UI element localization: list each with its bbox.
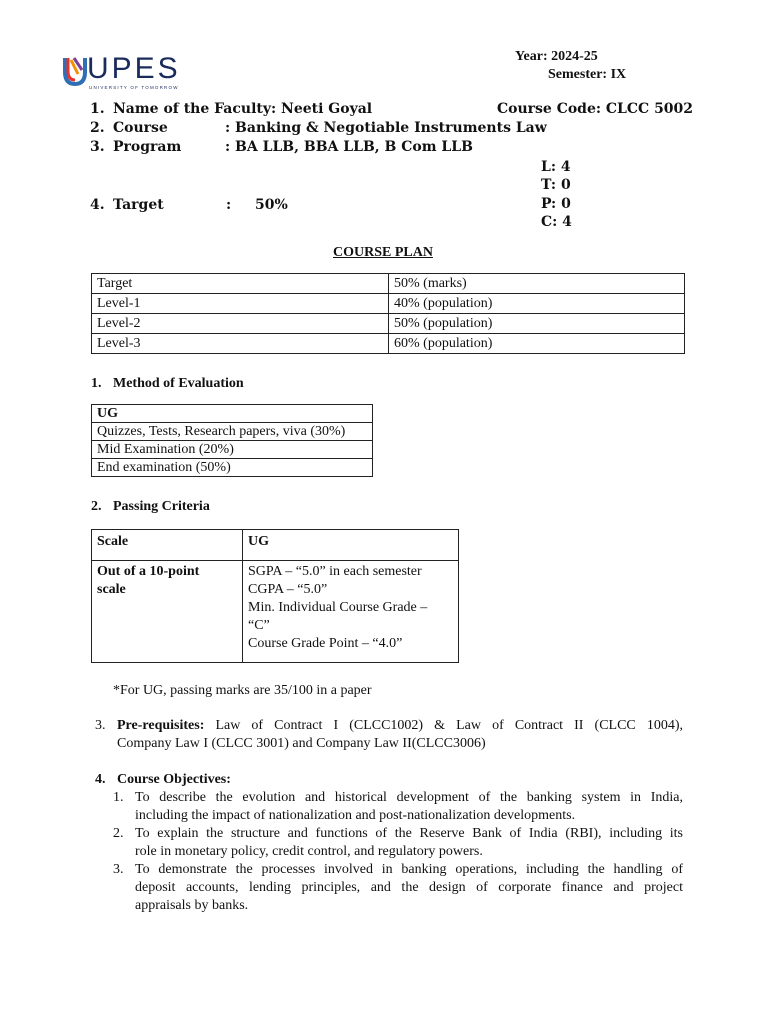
table-cell: Quizzes, Tests, Research papers, viva (30%) (92, 423, 373, 441)
passing-title: Passing Criteria (113, 499, 210, 514)
passing-num: 2. (91, 499, 102, 514)
program-value: : BA LLB, BBA LLB, B Com LLB (225, 139, 473, 155)
table-cell: 50% (marks) (389, 274, 685, 294)
ltpc-p: P: 0 (541, 196, 571, 212)
ug-criteria-line: CGPA – “5.0” (248, 582, 328, 597)
prereq-line-2: Company Law I (CLCC 3001) and Company Law II(CLCC3006) (117, 736, 486, 751)
objectives-title: Course Objectives: (117, 772, 231, 787)
scale-line: Out of a 10-point (97, 564, 200, 579)
table-cell (243, 561, 459, 663)
table-row (92, 530, 459, 561)
program-label: Program (113, 139, 182, 155)
table-cell: Target (92, 274, 389, 294)
course-code: Course Code: CLCC 5002 (497, 101, 694, 117)
table-cell: Mid Examination (20%) (92, 441, 373, 459)
evaluation-num: 1. (91, 376, 102, 391)
ug-criteria-line: “C” (248, 618, 270, 633)
passing-table (91, 529, 459, 663)
prereq-label: Pre-requisites: (117, 718, 205, 733)
table-row (92, 405, 373, 423)
table-header: UG (243, 530, 459, 561)
table-row (92, 441, 373, 459)
target-label: Target (113, 197, 164, 213)
objective-line: role in monetary policy, credit control, and regulatory powers. (135, 844, 483, 859)
table-row (92, 294, 685, 314)
faculty-name: Name of the Faculty: Neeti Goyal (113, 101, 373, 117)
ug-criteria-line: Course Grade Point – “4.0” (248, 636, 403, 651)
course-plan-table (91, 273, 685, 354)
table-cell: 60% (population) (389, 334, 685, 354)
faculty-num: 1. (90, 101, 105, 117)
prereq-text: Law of Contract I (CLCC1002) & Law of Contract II (CLCC 1004), (215, 718, 684, 733)
objective-line: To explain the structure and functions of the Reserve Bank of India (RBI), including its (135, 826, 683, 841)
table-header: Scale (92, 530, 243, 561)
ug-criteria-line: SGPA – “5.0” in each semester (248, 564, 422, 579)
table-row (92, 314, 685, 334)
ug-criteria-line: Min. Individual Course Grade – (248, 600, 428, 615)
table-row (92, 423, 373, 441)
table-header: UG (92, 405, 373, 423)
objective-line: deposit accounts, lending principles, and the design of corporate finance and project (135, 880, 683, 895)
objectives-num: 4. (95, 772, 106, 787)
course-plan-title: COURSE PLAN (333, 245, 433, 260)
objective-line: including the impact of nationalization and post-nationalization developments. (135, 808, 576, 823)
objective-num: 2. (113, 826, 124, 841)
table-cell: Level-2 (92, 314, 389, 334)
prereq-num: 3. (95, 718, 106, 733)
upes-logo (62, 52, 181, 94)
table-cell: 40% (population) (389, 294, 685, 314)
logo-wordmark: UPES (87, 52, 181, 85)
table-cell: Level-3 (92, 334, 389, 354)
logo-tagline: UNIVERSITY OF TOMORROW (89, 85, 179, 90)
objective-num: 3. (113, 862, 124, 877)
objective-line: To describe the evolution and historical development of the banking system in India, (135, 790, 683, 805)
objective-line: appraisals by banks. (135, 898, 249, 913)
table-row (92, 274, 685, 294)
table-cell: 50% (population) (389, 314, 685, 334)
course-num: 2. (90, 120, 105, 136)
ltpc-c: C: 4 (541, 214, 572, 230)
year: Year: 2024-25 (515, 49, 598, 64)
evaluation-table (91, 404, 373, 477)
course-value: : Banking & Negotiable Instruments Law (225, 120, 547, 136)
objective-num: 1. (113, 790, 124, 805)
prereq-line-1 (117, 717, 683, 735)
table-row (92, 561, 459, 663)
target-value: 50% (255, 197, 288, 213)
target-num: 4. (90, 197, 105, 213)
course-label: Course (113, 120, 168, 136)
ltpc-t: T: 0 (541, 177, 571, 193)
table-cell: End examination (50%) (92, 459, 373, 477)
table-row (92, 459, 373, 477)
program-num: 3. (90, 139, 105, 155)
table-cell (92, 561, 243, 663)
ltpc-l: L: 4 (541, 159, 571, 175)
semester: Semester: IX (548, 67, 627, 82)
scale-line: scale (97, 582, 126, 597)
table-row (92, 334, 685, 354)
table-cell: Level-1 (92, 294, 389, 314)
passing-note: *For UG, passing marks are 35/100 in a paper (113, 683, 372, 698)
objective-line: To demonstrate the processes involved in banking operations, including the handling of (135, 862, 683, 877)
upes-emblem-icon (62, 54, 88, 88)
evaluation-title: Method of Evaluation (113, 376, 244, 391)
target-colon: : (226, 197, 232, 213)
